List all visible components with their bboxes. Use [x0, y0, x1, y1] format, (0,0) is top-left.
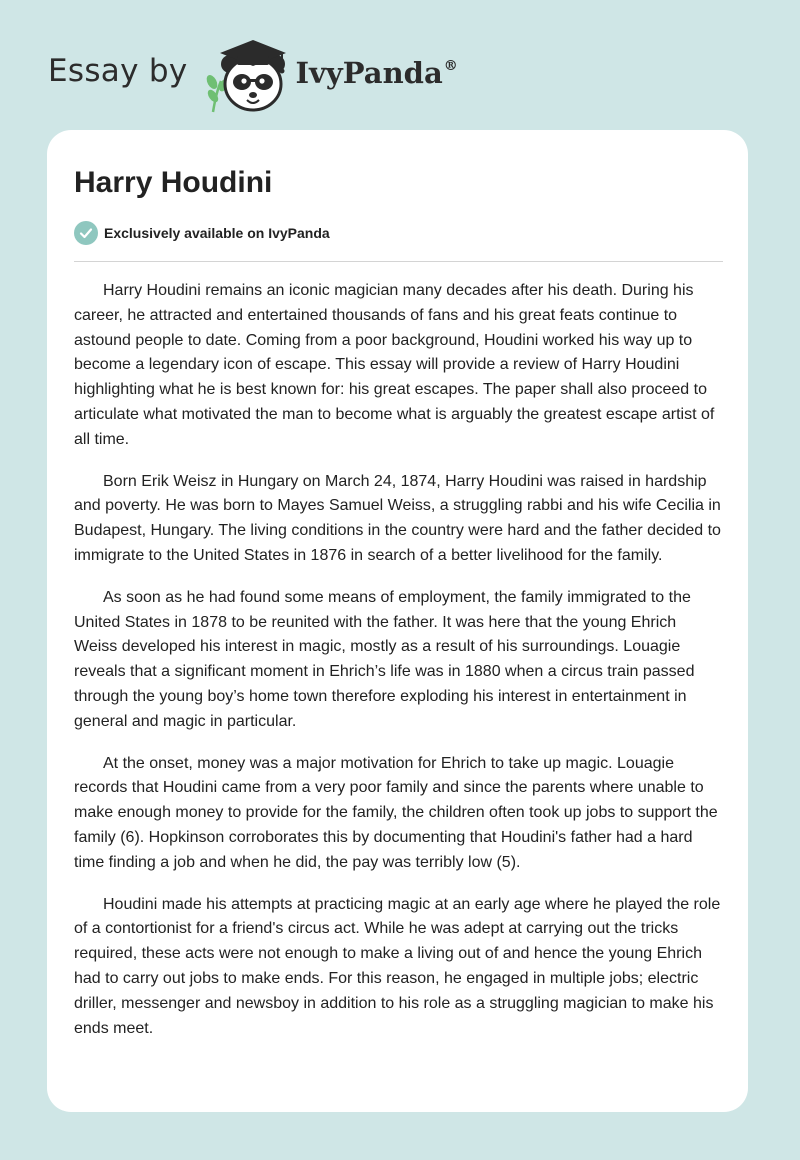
exclusive-badge-label: Exclusively available on IvyPanda: [104, 225, 330, 241]
panda-logo-icon[interactable]: [202, 34, 290, 114]
title-divider: [74, 261, 723, 262]
essay-by-label: Essay by: [48, 53, 188, 89]
paragraph: As soon as he had found some means of employment, the family immigrated to the United States in 1878 to be reunited with the father. It was here that the young Ehrich Weiss developed his interest in magic, mostly as a result of his surroundings. Louagie reveals that a significant moment in Ehrich’s life was in 1880 when a circus train passed through the young boy’s home town therefore exploding his interest in entertainment in general and magic in particular.: [74, 588, 695, 730]
essay-card: [47, 130, 748, 1112]
site-header: [48, 34, 458, 114]
brand-text: IvyPanda: [295, 56, 443, 90]
paragraph: Harry Houdini remains an iconic magician many decades after his death. During his career, he attracted and entertained thousands of fans and his great feats continue to astound people to date. Coming from a poor background, Houdini worked his way up to become a legendary icon of escape. This essay will provide a review of Harry Houdini highlighting what he is best known for: his great escapes. The paper shall also proceed to articulate what motivated the man to become what is arguably the greatest escape artist of all time.: [74, 282, 715, 448]
brand-name[interactable]: [296, 56, 458, 90]
paragraph: Houdini made his attempts at practicing magic at an early age where he played the role of a contortionist for a friend's circus act. While he was adept at carrying out the tricks required, these acts were not enough to make a living out of and hence the young Ehrich had to carry out jobs to make ends. For this reason, he engaged in multiple jobs; electric driller, messenger and newsboy in addition to his role as a struggling magician to make his ends meet.: [74, 895, 721, 1037]
check-circle-icon: [74, 221, 98, 245]
exclusive-badge: [74, 221, 330, 245]
paragraph: At the onset, money was a major motivation for Ehrich to take up magic. Louagie records that Houdini came from a very poor family and since the parents where unable to make enough money to provide for the family, the children often took up jobs to support the family (6). Hopkinson corroborates this by documenting that Houdini's father had a hard time finding a job and when he did, the pay was terribly low (5).: [74, 754, 718, 871]
essay-body: [74, 279, 721, 1058]
paragraph: Born Erik Weisz in Hungary on March 24, 1874, Harry Houdini was raised in hardship and poverty. He was born to Mayes Samuel Weiss, a struggling rabbi and his wife Cecilia in Budapest, Hungary. The living conditions in the country were hard and the father decided to immigrate to the United States in 1876 in search of a better livelihood for the family.: [74, 472, 721, 564]
essay-title: Harry Houdini: [74, 166, 273, 199]
registered-mark: ®: [443, 58, 458, 74]
